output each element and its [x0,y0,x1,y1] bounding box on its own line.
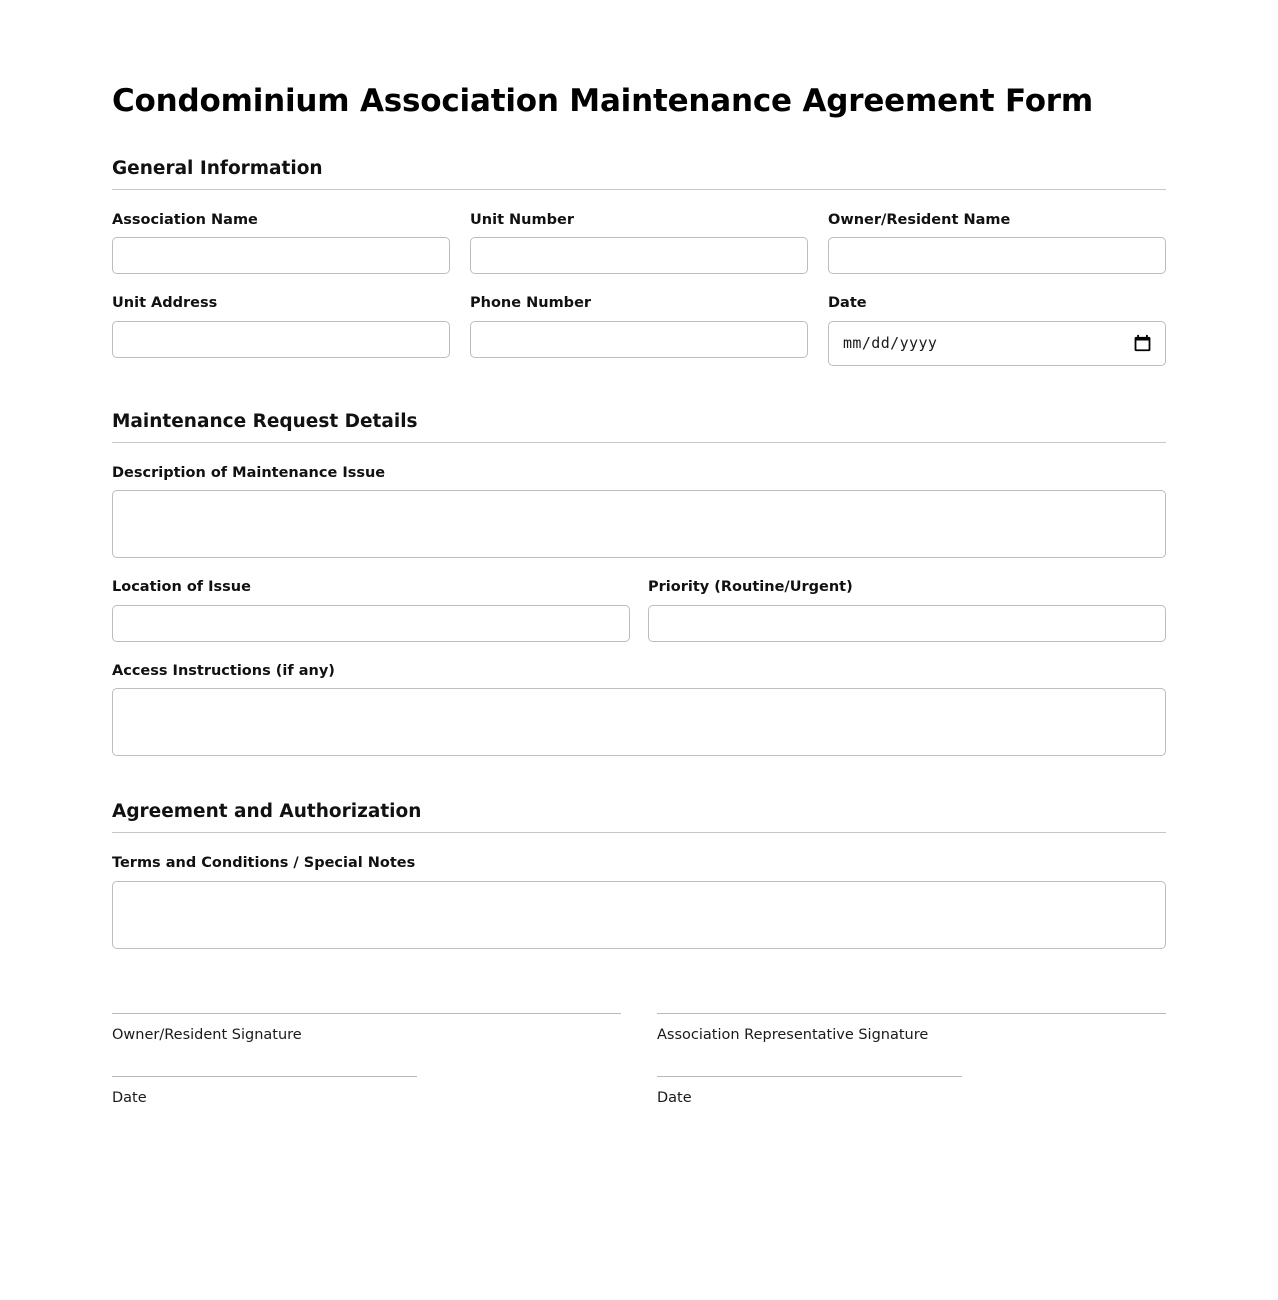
section-heading-agreement-and-authorization: Agreement and Authorization [112,800,422,822]
unit-address-input[interactable] [112,321,450,358]
section-agreement-and-authorization [112,801,1166,949]
field-location-of-issue [112,579,630,641]
signature-column-owner [112,1013,621,1108]
label-unit-address: Unit Address [112,295,218,312]
field-unit-address [112,295,450,365]
association-signature-label: Association Representative Signature [657,1026,929,1043]
association-signature-line[interactable] [657,1013,1166,1014]
terms-and-conditions-textarea[interactable] [112,881,1166,949]
owner-resident-name-input[interactable] [828,237,1166,274]
owner-date-line[interactable] [112,1076,417,1077]
section-heading-maintenance-request-details: Maintenance Request Details [112,410,418,432]
location-of-issue-input[interactable] [112,605,630,642]
section-heading-general-information: General Information [112,157,323,179]
field-date [828,295,1166,365]
label-priority: Priority (Routine/Urgent) [648,579,853,596]
signature-area [112,1013,1166,1108]
signature-column-association [657,1013,1166,1108]
section-general-information [112,158,1166,366]
date-input[interactable] [828,321,1166,366]
field-description-of-maintenance-issue [112,465,1166,558]
field-phone-number [470,295,808,365]
priority-input[interactable] [648,605,1166,642]
section-spacer [112,387,1166,411]
maintenance-row-location-priority [112,579,1166,641]
calendar-icon[interactable] [1134,335,1151,352]
label-association-name: Association Name [112,211,258,228]
field-access-instructions [112,663,1166,756]
label-access-instructions: Access Instructions (if any) [112,662,335,679]
label-phone-number: Phone Number [470,295,592,312]
field-unit-number [470,212,808,274]
association-date-line[interactable] [657,1076,962,1077]
label-date: Date [828,295,867,312]
label-unit-number: Unit Number [470,211,574,228]
access-instructions-textarea[interactable] [112,688,1166,756]
section-divider [112,442,1166,443]
label-terms-and-conditions: Terms and Conditions / Special Notes [112,855,416,872]
association-name-input[interactable] [112,237,450,274]
general-row-2 [112,295,1166,365]
field-terms-and-conditions [112,855,1166,948]
owner-date-label: Date [112,1089,147,1106]
label-description-of-maintenance-issue: Description of Maintenance Issue [112,464,386,481]
association-date-label: Date [657,1089,692,1106]
description-of-maintenance-issue-textarea[interactable] [112,490,1166,558]
phone-number-input[interactable] [470,321,808,358]
field-association-name [112,212,450,274]
field-owner-resident-name [828,212,1166,274]
owner-signature-label: Owner/Resident Signature [112,1026,302,1043]
section-divider [112,832,1166,833]
owner-signature-line[interactable] [112,1013,621,1014]
section-divider [112,189,1166,190]
section-spacer [112,777,1166,801]
label-location-of-issue: Location of Issue [112,579,251,596]
general-row-1 [112,212,1166,274]
date-placeholder-text: mm/dd/yyyy [843,334,938,353]
field-priority [648,579,1166,641]
page-title: Condominium Association Maintenance Agreement Form [112,83,1094,119]
section-maintenance-request-details [112,411,1166,756]
unit-number-input[interactable] [470,237,808,274]
label-owner-resident-name: Owner/Resident Name [828,211,1011,228]
